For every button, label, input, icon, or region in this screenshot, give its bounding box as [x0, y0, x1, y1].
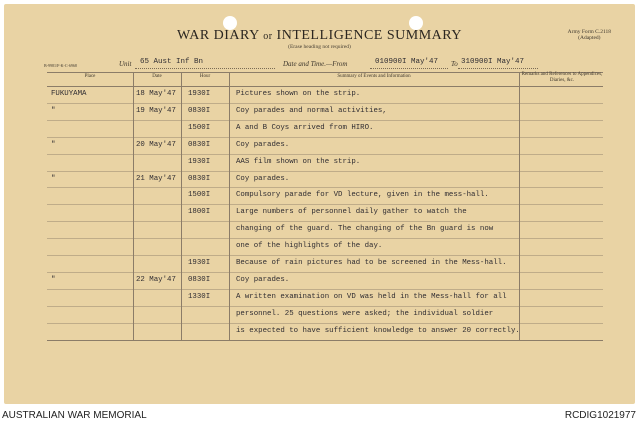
unit-underline [135, 68, 275, 69]
army-form-number: Army Form C.2118 (Adapted) [567, 29, 611, 41]
entry-hour: 1330I [188, 292, 211, 301]
entry-text: Coy parades. [236, 140, 290, 149]
datetime-label: Date and Time.—From [283, 60, 348, 68]
to-label: To [451, 60, 458, 68]
row-rule [47, 221, 603, 222]
entry-date: 21 May'47 [136, 174, 176, 183]
entry-text: Coy parades. [236, 275, 290, 284]
entry-text: A and B Coys arrived from HIRO. [236, 123, 374, 132]
row-rule [47, 340, 603, 341]
row-rule [47, 204, 603, 205]
entry-date: 20 May'47 [136, 140, 176, 149]
row-rule [47, 238, 603, 239]
entry-text: Compulsory parade for VD lecture, given in the mess-hall. [236, 191, 489, 200]
from-value: 010900I May'47 [375, 58, 439, 66]
row-rule [47, 272, 603, 273]
entry-text: Large numbers of personnel daily gather to watch the [236, 208, 467, 217]
col-divider-summary [229, 72, 230, 340]
row-rule [47, 137, 603, 138]
entry-hour: 0830I [188, 174, 211, 183]
entry-place: " [51, 106, 56, 115]
entry-text: A written examination on VD was held in the Mess-hall for all [236, 292, 507, 301]
entry-hour: 0830I [188, 106, 211, 115]
col-divider-remarks [519, 72, 520, 340]
entry-hour: 0830I [188, 140, 211, 149]
entry-text: changing of the guard. The changing of the Bn guard is now [236, 225, 494, 234]
to-value: 310900I May'47 [461, 58, 525, 66]
row-rule [47, 289, 603, 290]
row-rule [47, 154, 603, 155]
entry-text: Pictures shown on the strip. [236, 90, 361, 98]
entry-place: " [51, 275, 56, 284]
entry-date: 22 May'47 [136, 275, 176, 284]
entry-text: Coy parades. [236, 174, 290, 183]
row-rule [47, 306, 603, 307]
entry-text: personnel. 25 questions were asked; the individual soldier [236, 309, 494, 318]
entry-text: AAS film shown on the strip. [236, 157, 361, 166]
entry-place: " [51, 140, 56, 149]
entry-date: 19 May'47 [136, 106, 176, 115]
row-rule [47, 171, 603, 172]
entry-place: " [51, 174, 56, 183]
row-rule [47, 187, 603, 188]
row-rule [47, 120, 603, 121]
row-rule [47, 255, 603, 256]
col-header-hour: Hour [199, 74, 211, 79]
col-divider-date [133, 72, 134, 340]
row-rule [47, 323, 603, 324]
entry-text: one of the highlights of the day. [236, 242, 383, 251]
form-subtitle: (Erase heading not required) [288, 44, 351, 50]
entry-text: Coy parades and normal activities, [236, 106, 387, 115]
entry-date: 18 May'47 [136, 90, 176, 98]
col-header-date: Date [152, 74, 162, 79]
entry-text: is expected to have sufficient knowledge to answer 20 correctly. [236, 326, 520, 335]
from-underline [370, 68, 448, 69]
entry-hour: 1930I [188, 157, 211, 166]
footer-source: AUSTRALIAN WAR MEMORIAL [2, 410, 147, 421]
entry-hour: 0830I [188, 275, 211, 284]
row-rule [47, 103, 603, 104]
entry-hour: 1930I [188, 259, 211, 267]
entry-place: FUKUYAMA [51, 90, 87, 98]
entry-text: Because of rain pictures had to be screened in the Mess-hall. [236, 259, 507, 267]
col-header-remarks: Remarks and References to Appendices, Diaries, &c. [521, 72, 603, 83]
to-underline [458, 68, 538, 69]
printer-code: B-9981/F-K-C-6968 [44, 63, 77, 68]
footer-id: RCDIG1021977 [564, 410, 636, 421]
col-divider-hour [181, 72, 182, 340]
entry-hour: 1500I [188, 123, 211, 132]
unit-value: 65 Aust Inf Bn [140, 58, 204, 66]
form-title: WAR DIARY or INTELLIGENCE SUMMARY [177, 28, 462, 43]
entry-hour: 1500I [188, 191, 211, 200]
entry-hour: 1930I [188, 90, 211, 98]
col-header-place: Place [84, 74, 96, 79]
entry-hour: 1800I [188, 208, 211, 217]
col-header-summary: Summary of Events and Information [337, 74, 411, 79]
unit-label: Unit [119, 60, 132, 68]
